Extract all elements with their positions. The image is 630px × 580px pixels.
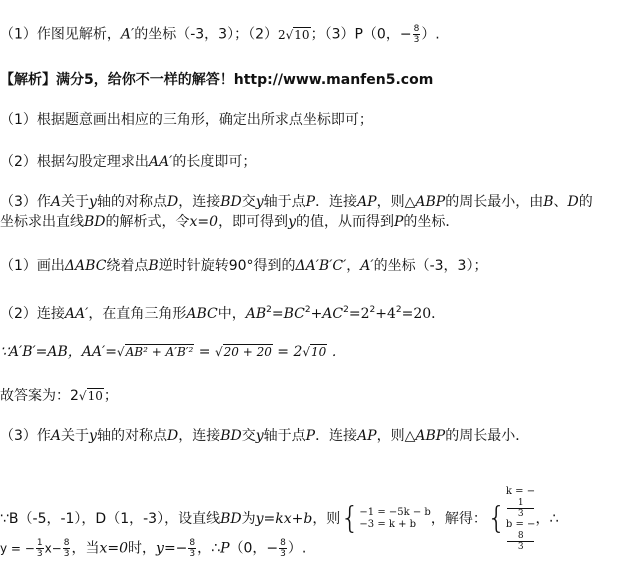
solution-system [506, 486, 536, 552]
sqrt-expression: √10 [302, 345, 327, 359]
step-3-line-1 [0, 192, 593, 212]
answer-text: 的坐标（-3，3）；（2） [134, 26, 278, 43]
text-fragment: 2 [343, 305, 349, 315]
segment-aa-prime: AA′ [148, 154, 173, 170]
text-fragment: 、 [553, 194, 568, 210]
text-fragment: 8 [63, 538, 70, 548]
text-fragment: 绕着点 [106, 258, 149, 274]
text-fragment: ABP [415, 194, 446, 210]
step-2 [0, 152, 256, 172]
text-fragment: 中， [217, 306, 246, 322]
text-fragment: ，∴ [197, 540, 221, 557]
text-fragment: ，则△ [376, 194, 416, 210]
text-fragment: A [50, 428, 62, 444]
text-fragment: +AC [310, 306, 344, 322]
text-fragment: ，连接 [178, 194, 221, 210]
text-fragment: （3）作 [0, 428, 51, 444]
solution-1 [0, 256, 487, 276]
text-fragment: 8 [189, 538, 196, 548]
text-fragment: 的解析式，令 [105, 214, 190, 230]
text-fragment: y [89, 428, 97, 444]
text-fragment: =BC [271, 306, 305, 322]
step-1: （1）根据题意画出相应的三角形，确定出所求点坐标即可； [0, 112, 373, 128]
math-part: √10 [78, 389, 103, 403]
text-fragment: 的坐标． [403, 214, 460, 230]
text-fragment: （0，− [229, 540, 279, 557]
text-fragment: 关于 [61, 194, 90, 210]
text-fragment: 的值，从而得到 [295, 214, 394, 230]
text-fragment: = 2 [272, 344, 303, 360]
text-fragment: ，连接 [178, 428, 221, 444]
text-fragment: 轴的对称点 [96, 428, 167, 444]
text-fragment: 20 + 20 [223, 345, 272, 359]
text-fragment: +4 [375, 306, 396, 322]
step-2-text: （2）根据勾股定理求出 [0, 154, 149, 170]
text-fragment: BD [220, 511, 242, 527]
text-fragment: 轴于点 [263, 428, 306, 444]
text-fragment: 的坐标（-3，3）； [373, 258, 488, 274]
text-fragment: ，即可得到 [218, 214, 289, 230]
sqrt-expression: √AB² + A′B′² [116, 345, 194, 359]
math-part [188, 538, 196, 559]
text-fragment: 的周长最小． [445, 428, 530, 444]
text-fragment: BD [84, 214, 106, 230]
text-fragment: AP [357, 428, 377, 444]
text-fragment: ．连接 [315, 428, 358, 444]
equation-system [359, 507, 430, 531]
text-fragment: ABC [186, 306, 218, 322]
text-fragment: 3 [36, 549, 43, 559]
text-fragment: 3 [280, 549, 286, 559]
text-fragment: 为 [241, 511, 256, 527]
text-fragment: 3 [517, 509, 524, 519]
solution-2b [0, 342, 346, 362]
text-fragment: P [305, 194, 316, 210]
text-fragment: 坐标求出直线 [0, 214, 84, 230]
sqrt-radicand: 10 [294, 27, 310, 42]
step-2-text: 的长度即可； [172, 154, 257, 170]
fraction [413, 24, 421, 45]
text-fragment: 的周长最小，由 [445, 194, 544, 210]
text-fragment: y = − [0, 541, 35, 556]
text-fragment: x=0 [189, 214, 219, 230]
text-fragment: −1 = −5k − b [359, 507, 431, 518]
text-fragment: x− [44, 541, 62, 556]
math-part [507, 531, 535, 552]
answer-line: （1）作图见解析，A′的坐标（-3，3）；（2）2√10；（3）P（0，− $\frac{8}{3}$ ）. [0, 24, 440, 45]
text-fragment: ABP [415, 428, 446, 444]
text-fragment: −3 = k + b [359, 519, 417, 530]
text-fragment: y=kx+b [255, 511, 313, 527]
text-fragment: D [166, 194, 179, 210]
text-fragment: 轴的对称点 [96, 194, 167, 210]
text-fragment: ，则 [312, 511, 341, 527]
text-fragment: D [567, 194, 579, 210]
text-fragment: 10 [87, 389, 103, 403]
text-fragment: 2 [266, 305, 272, 315]
solution-3c [0, 538, 306, 559]
text-fragment: 交 [241, 194, 256, 210]
text-fragment: 3 [517, 542, 524, 552]
sqrt-expression: 2√10 [278, 27, 310, 42]
text-fragment: ； [103, 388, 118, 404]
fraction-denominator: 3 [413, 35, 420, 45]
math-part [63, 538, 71, 559]
text-fragment: y [156, 540, 164, 557]
text-fragment: k = − [505, 486, 536, 497]
text-fragment: 的 [578, 194, 593, 210]
text-fragment: P [305, 428, 316, 444]
text-fragment: P [393, 214, 404, 230]
text-fragment: B [148, 258, 159, 274]
text-fragment: 8 [280, 538, 286, 548]
sqrt-expression: √20 + 20 [214, 345, 272, 359]
text-fragment: ）. [287, 540, 307, 557]
text-fragment: ∵B（-5，-1），D（1，-3），设直线 [0, 511, 221, 527]
text-fragment: 时， [128, 540, 157, 557]
text-fragment: 1 [36, 538, 43, 548]
text-fragment: =2 [348, 306, 370, 322]
text-fragment: AA′ [64, 306, 89, 322]
text-fragment: 10 [311, 345, 327, 359]
text-fragment: 2 [395, 305, 402, 315]
text-fragment: = [194, 344, 215, 360]
analysis-header: 【解析】满分5，给你不一样的解答！http://www.manfen5.com [0, 72, 434, 88]
text-fragment: （3）作 [0, 194, 51, 210]
text-fragment: BD [220, 194, 242, 210]
a-prime: A′ [120, 26, 135, 43]
text-fragment: 故答案为：2 [0, 388, 79, 404]
text-fragment: 交 [241, 428, 256, 444]
text-fragment: ， [346, 258, 361, 274]
text-fragment: （2）连接 [0, 306, 65, 322]
step-3-line-2 [0, 212, 459, 232]
text-fragment: AP [357, 194, 377, 210]
text-fragment: 2 [304, 305, 311, 315]
math-part [507, 498, 535, 519]
sqrt-coef: 2 [278, 27, 286, 42]
final-answer-2 [0, 386, 118, 406]
text-fragment: ，∴ [535, 511, 559, 527]
text-fragment: ΔA′B′C′ [295, 258, 347, 274]
text-fragment: =− [163, 540, 188, 557]
text-fragment: B [543, 194, 554, 210]
math-part [279, 538, 287, 559]
text-fragment: y [255, 428, 264, 444]
left-brace: { [340, 501, 360, 536]
text-fragment: 2 [369, 305, 376, 315]
text-fragment: ．连接 [315, 194, 358, 210]
text-fragment: ，解得： [430, 511, 487, 527]
text-fragment: b = − [505, 519, 536, 530]
text-fragment: 逆时针旋转90°得到的 [158, 258, 296, 274]
text-fragment: ，当 [71, 540, 100, 557]
left-brace: { [486, 501, 506, 536]
fraction-numerator: 8 [413, 24, 420, 34]
text-fragment: 3 [189, 549, 196, 559]
answer-text: ）. [421, 26, 440, 43]
text-fragment: P [220, 540, 230, 557]
text-fragment: A′ [360, 258, 374, 274]
text-fragment: y [288, 214, 296, 230]
text-fragment: A [50, 194, 62, 210]
text-fragment: ΔABC [64, 258, 107, 274]
text-fragment: 8 [507, 531, 535, 542]
text-fragment: BD [220, 428, 242, 444]
text-fragment: （1）画出 [0, 258, 65, 274]
text-fragment: y [255, 194, 264, 210]
text-fragment: 3 [63, 549, 70, 559]
text-fragment: AB² + A′B′² [125, 345, 194, 359]
answer-text: ；（3）P（0， [310, 26, 400, 43]
text-fragment: ，在直角三角形 [88, 306, 187, 322]
text-fragment: ，则△ [376, 428, 416, 444]
answer-text: （1）作图见解析， [0, 26, 121, 43]
text-fragment: x=0 [99, 540, 129, 557]
solution-2 [0, 300, 445, 324]
math-part [36, 538, 44, 559]
text-fragment: 轴于点 [263, 194, 306, 210]
text-fragment: y [89, 194, 97, 210]
text-fragment: 关于 [61, 428, 90, 444]
text-fragment: ． [431, 306, 446, 322]
text-fragment: ∵A′B′=AB，AA′= [0, 344, 117, 360]
text-fragment: =20 [401, 306, 432, 322]
solution-3 [0, 426, 529, 446]
text-fragment: 1 [507, 498, 535, 509]
text-fragment: ． [331, 344, 346, 360]
text-fragment: AB [245, 306, 267, 322]
text-fragment: D [166, 428, 179, 444]
